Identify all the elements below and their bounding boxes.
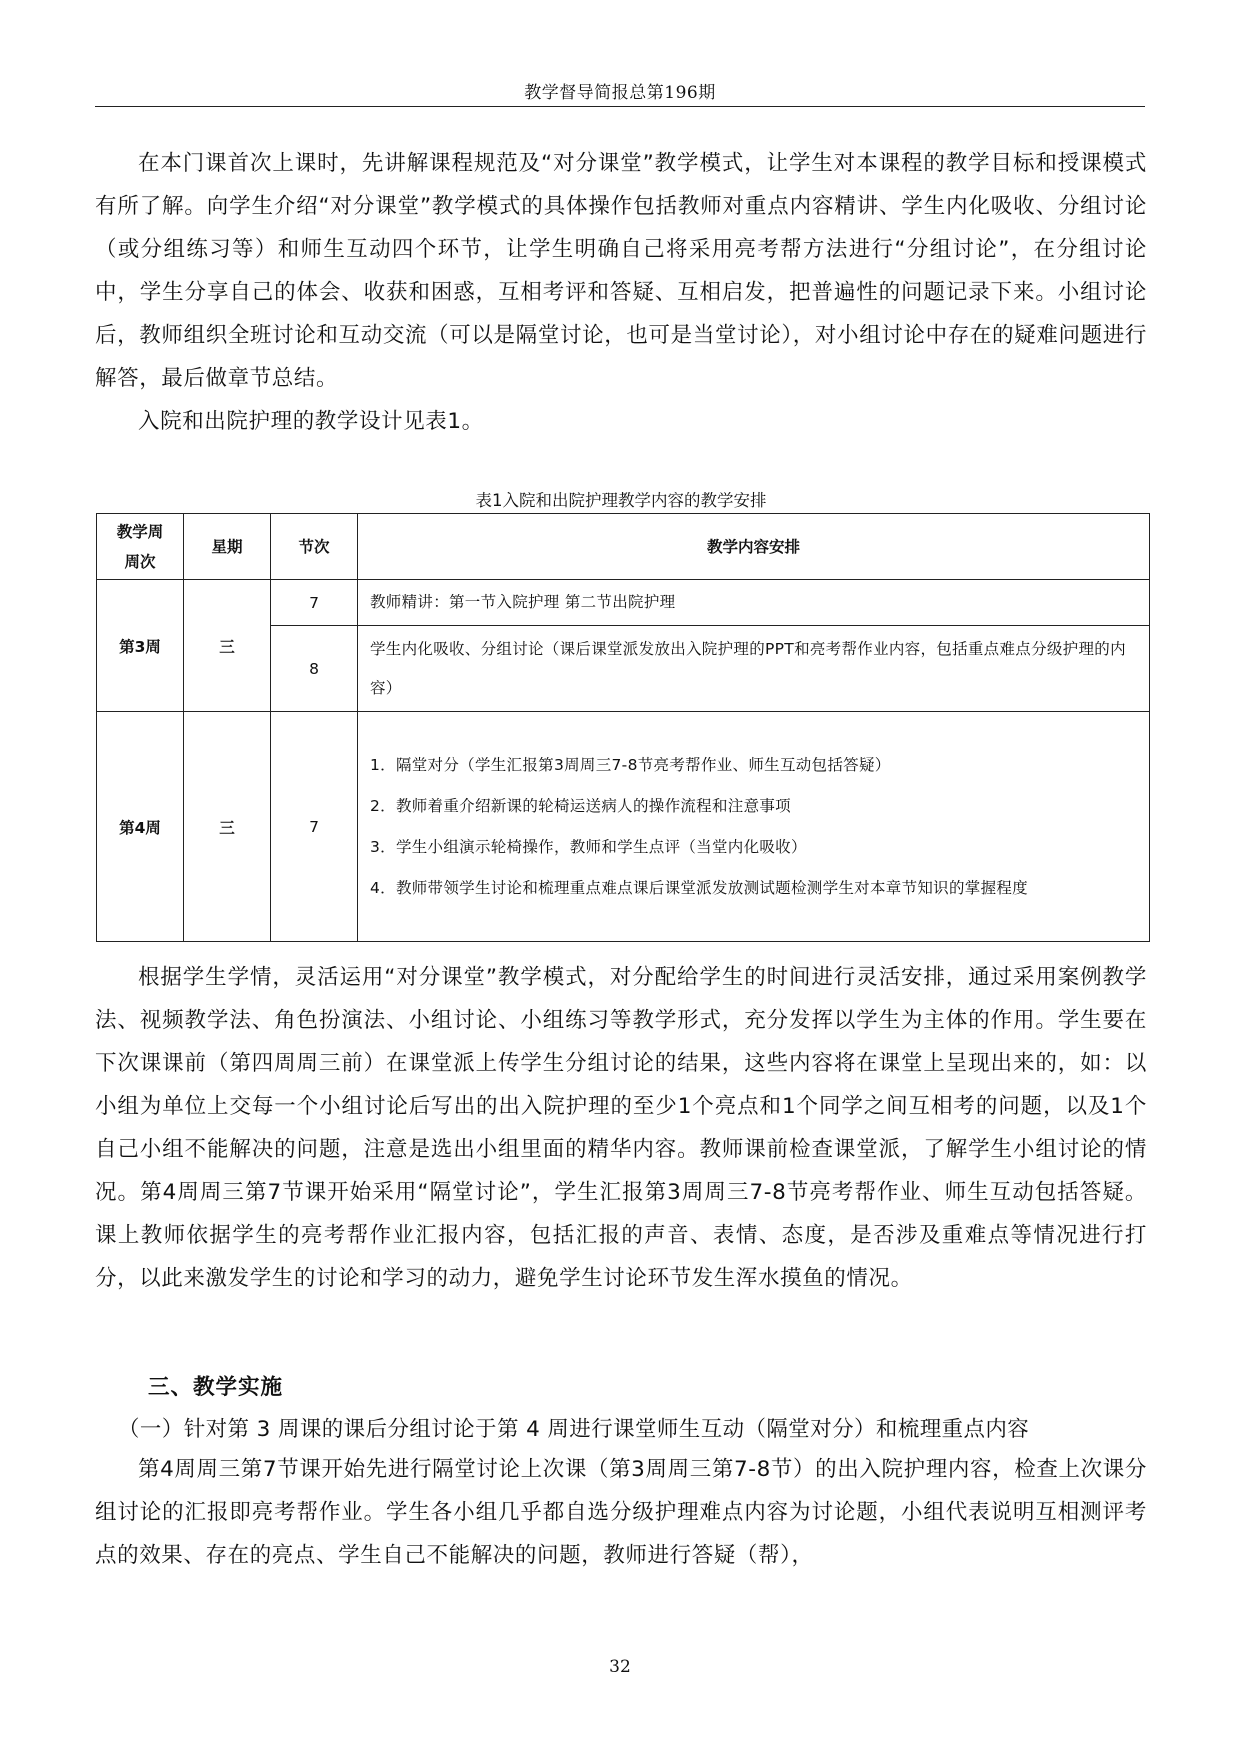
list-item: 2．教师着重介绍新课的轮椅运送病人的操作流程和注意事项: [370, 796, 791, 815]
cell-week: 第3周: [97, 580, 184, 712]
table-caption: 表1入院和出院护理教学内容的教学安排: [475, 491, 767, 510]
section-heading: 三、教学实施: [148, 1375, 284, 1400]
cell-content: 教师精讲：第一节入院护理 第二节出院护理: [358, 580, 1150, 626]
teaching-schedule-table: [96, 513, 1150, 942]
sub-heading: （一）针对第 3 周课的课后分组讨论于第 4 周进行课堂师生互动（隔堂对分）和梳理重点内容: [118, 1417, 1030, 1442]
header-content: 教学内容安排: [358, 514, 1150, 580]
paragraph-implementation: 第4周周三第7节课开始先进行隔堂讨论上次课（第3周周三第7-8节）的出入院护理内容，检查上次课分组讨论的汇报即亮考帮作业。学生各小组几乎都自选分级护理难点内容为讨论题，小组代表说明互相测评考点的效果、存在的亮点、学生自己不能解决的问题，教师进行答疑（帮），: [95, 1457, 1147, 1568]
page-number: 32: [609, 1657, 631, 1677]
table-row: [97, 580, 1150, 626]
cell-day: 三: [184, 580, 271, 712]
cell-period: 7: [271, 580, 358, 626]
cell-period: 7: [271, 712, 358, 942]
paragraph-flipped-class: 根据学生学情，灵活运用“对分课堂”教学模式，对分配给学生的时间进行灵活安排，通过采用案例教学法、视频教学法、角色扮演法、小组讨论、小组练习等教学形式，充分发挥以学生为主体的作用。学生要在下次课课前（第四周周三前）在课堂派上传学生分组讨论的结果，这些内容将在课堂上呈现出来的，如：以小组为单位上交每一个小组讨论后写出的出入院护理的至少1个亮点和1个同学之间互相考的问题，以及1个自己小组不能解决的问题，注意是选出小组里面的精华内容。教师课前检查课堂派，了解学生小组讨论的情况。第4周周三第7节课开始采用“隔堂讨论”，学生汇报第3周周三7-8节亮考帮作业、师生互动包括答疑。课上教师依据学生的亮考帮作业汇报内容，包括汇报的声音、表情、态度，是否涉及重难点等情况进行打分，以此来激发学生的讨论和学习的动力，避免学生讨论环节发生浑水摸鱼的情况。: [95, 965, 1147, 1291]
cell-week: 第4周: [97, 712, 184, 942]
list-item: 3．学生小组演示轮椅操作，教师和学生点评（当堂内化吸收）: [370, 837, 807, 856]
header-week: 教学周周次: [97, 514, 184, 580]
paragraph-intro: 在本门课首次上课时，先讲解课程规范及“对分课堂”教学模式，让学生对本课程的教学目标和授课模式有所了解。向学生介绍“对分课堂”教学模式的具体操作包括教师对重点内容精讲、学生内化吸收、分组讨论（或分组练习等）和师生互动四个环节，让学生明确自己将采用亮考帮方法进行“分组讨论”，在分组讨论中，学生分享自己的体会、收获和困惑，互相考评和答疑、互相启发，把普遍性的问题记录下来。小组讨论后，教师组织全班讨论和互动交流（可以是隔堂讨论，也可是当堂讨论），对小组讨论中存在的疑难问题进行解答，最后做章节总结。: [95, 151, 1147, 391]
cell-content: 学生内化吸收、分组讨论（课后课堂派发放出入院护理的PPT和亮考帮作业内容，包括重点难点分级护理的内容）: [358, 626, 1150, 712]
header-period: 节次: [271, 514, 358, 580]
table-row: [97, 712, 1150, 942]
list-item: 1．隔堂对分（学生汇报第3周周三7-8节亮考帮作业、师生互动包括答疑）: [370, 755, 891, 774]
running-header: 教学督导简报总第196期: [524, 83, 716, 103]
table-header-row: [97, 514, 1150, 580]
cell-period: 8: [271, 626, 358, 712]
header-divider: [95, 106, 1145, 107]
cell-content-list: [358, 712, 1150, 942]
paragraph-table-ref: 入院和出院护理的教学设计见表1。: [138, 409, 484, 434]
header-day: 星期: [184, 514, 271, 580]
list-item: 4．教师带领学生讨论和梳理重点难点课后课堂派发放测试题检测学生对本章节知识的掌握程度: [370, 878, 1028, 897]
cell-day: 三: [184, 712, 271, 942]
